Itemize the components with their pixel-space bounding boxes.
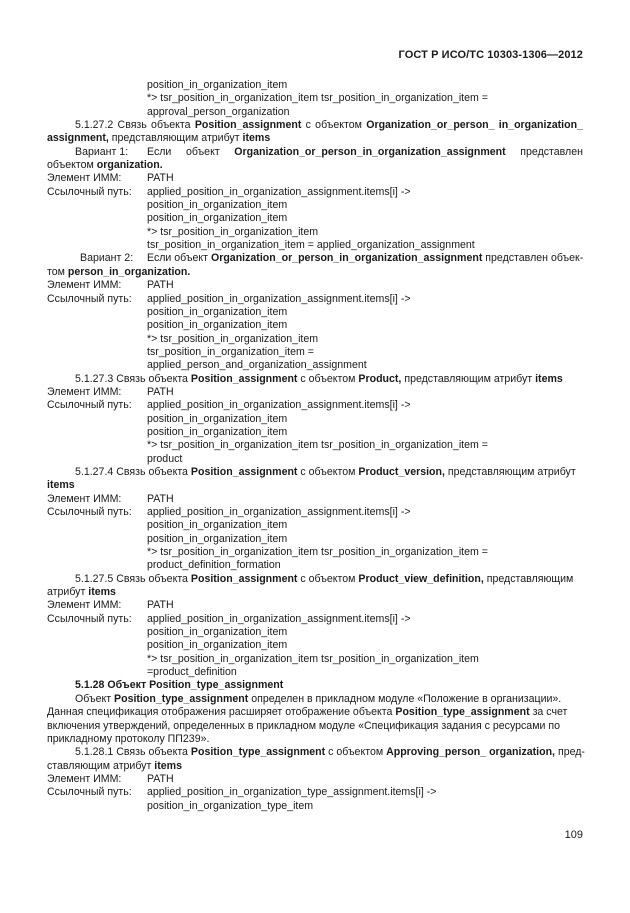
mapping-element-row: Элемент ИММ: PATH xyxy=(47,492,174,505)
variant-1: Вариант 1: Если объект Organization_or_person_in_organization_assignment представлен xyxy=(47,146,583,159)
text-line: включения утверждений, определенных в прикладном модуле «Спецификация задания с ресурсами по xyxy=(47,719,560,732)
mapping-element-row: Элемент ИММ: PATH xyxy=(47,172,174,185)
text-line: items xyxy=(47,479,75,492)
path-line: position_in_organization_item xyxy=(147,532,288,545)
path-line: *> tsr_position_in_organization_item tsr_position_in_organization_item = xyxy=(147,546,488,559)
text-line: атрибут items xyxy=(47,586,116,599)
path-line: *> tsr_position_in_organization_item xyxy=(147,332,319,345)
mapping-reference-row: Ссылочный путь: applied_position_in_organization_type_assignment.items[i] -> xyxy=(47,786,437,799)
text-line: объектом organization. xyxy=(47,159,163,172)
path-line: position_in_organization_item xyxy=(147,305,288,318)
path-line: position_in_organization_item xyxy=(147,626,288,639)
mapping-reference-row: Ссылочный путь: applied_position_in_organization_assignment.items[i] -> xyxy=(47,506,411,518)
section-heading-5-1-27-4: 5.1.27.4 Связь объекта Position_assignment с объектом Product_version, представляющим атрибут xyxy=(75,465,576,478)
path-line: position_in_organization_item xyxy=(147,519,288,532)
path-line: product_definition_formation xyxy=(147,559,281,572)
path-line: position_in_organization_item xyxy=(147,212,288,225)
mapping-reference-row: Ссылочный путь: applied_position_in_organization_assignment.items[i] -> xyxy=(47,292,411,305)
path-line: tsr_position_in_organization_item = xyxy=(147,345,314,358)
path-line: position_in_organization_item xyxy=(147,199,288,212)
section-heading-5-1-27-3: 5.1.27.3 Связь объекта Position_assignment с объектом Product, представляющим атрибут items xyxy=(75,372,563,385)
text-line: position_in_organization_item xyxy=(147,79,288,91)
variant-label: Вариант 1: xyxy=(75,145,129,158)
mapping-reference-row: Ссылочный путь: applied_position_in_organization_assignment.items[i] -> xyxy=(47,399,411,412)
path-line: applied_person_and_organization_assignment xyxy=(147,359,367,372)
text-line: approval_person_organization xyxy=(147,105,290,118)
path-line: *> tsr_position_in_organization_item tsr_position_in_organization_item = xyxy=(147,439,488,452)
path-line: tsr_position_in_organization_item = applied_organization_assignment xyxy=(147,239,475,252)
text-line: том person_in_organization. xyxy=(47,265,191,278)
mapping-element-row: Элемент ИММ: PATH xyxy=(47,772,174,785)
document-header: ГОСТ Р ИСО/ТС 10303-1306—2012 xyxy=(398,49,583,61)
section-heading-5-1-27-2: 5.1.27.2 Связь объекта Position_assignment с объектом Organization_or_person_ in_organization_ xyxy=(75,119,583,132)
mapping-element-row: Элемент ИММ: PATH xyxy=(47,385,174,398)
text-line: *> tsr_position_in_organization_item tsr_position_in_organization_item = xyxy=(147,92,488,105)
path-line: =product_definition xyxy=(147,666,237,679)
variant-2: Вариант 2: Если объект Organization_or_person_in_organization_assignment представлен объек- xyxy=(47,252,583,265)
section-heading-5-1-28-1: 5.1.28.1 Связь объекта Position_type_assignment с объектом Approving_person_ organization, пред- xyxy=(75,746,585,759)
path-line: product xyxy=(147,452,183,465)
mapping-element-row: Элемент ИММ: PATH xyxy=(47,279,174,292)
variant-label: Вариант 2: xyxy=(80,252,134,265)
text-line: Объект Position_type_assignment определен в прикладном модуле «Положение в организации». xyxy=(75,692,562,705)
text-line: прикладному протоколу ПП239». xyxy=(47,732,210,745)
section-heading-5-1-28: 5.1.28 Объект Position_type_assignment xyxy=(75,679,284,692)
mapping-reference-row: Ссылочный путь: applied_position_in_organization_assignment.items[i] -> xyxy=(47,185,411,198)
path-line: position_in_organization_item xyxy=(147,425,288,438)
page-number: 109 xyxy=(564,829,583,841)
text-line: assignment, представляющим атрибут items xyxy=(47,132,271,145)
document-body xyxy=(47,79,583,813)
path-line: position_in_organization_type_item xyxy=(147,799,314,812)
path-line: *> tsr_position_in_organization_item tsr_position_in_organization_item xyxy=(147,652,479,665)
mapping-reference-row: Ссылочный путь: applied_position_in_organization_assignment.items[i] -> xyxy=(47,612,411,625)
path-line: position_in_organization_item xyxy=(147,319,288,332)
text-line: ставляющим атрибут items xyxy=(47,759,182,772)
text-line: Данная спецификация отображения расширяет отображение объекта Position_type_assignment за счет xyxy=(47,706,568,719)
path-line: position_in_organization_item xyxy=(147,639,288,652)
path-line: *> tsr_position_in_organization_item xyxy=(147,225,319,238)
path-line: position_in_organization_item xyxy=(147,412,288,425)
mapping-element-row: Элемент ИММ: PATH xyxy=(47,599,174,612)
section-heading-5-1-27-5: 5.1.27.5 Связь объекта Position_assignment с объектом Product_view_definition, представляющим xyxy=(75,572,574,585)
